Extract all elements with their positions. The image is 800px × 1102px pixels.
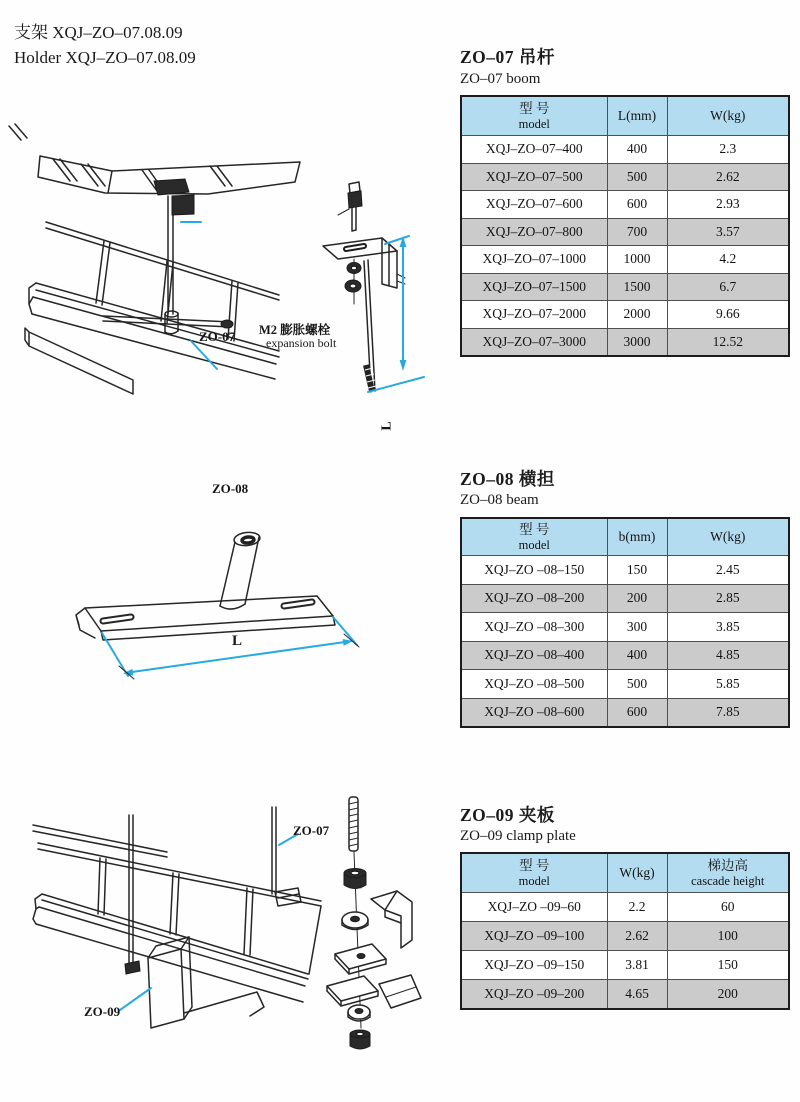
model-cell: XQJ–ZO –08–300 [461,613,607,642]
value-cell: 6.7 [667,273,789,301]
column-header [607,518,667,556]
expansion-bolt-label-en: expansion bolt [266,336,337,350]
value-cell: 600 [607,191,667,219]
table-row [461,218,789,246]
model-cell: XQJ–ZO –09–60 [461,893,607,922]
value-cell: 400 [607,136,667,164]
value-cell: 7.85 [667,698,789,727]
table-row [461,670,789,699]
model-cell: XQJ–ZO–07–500 [461,163,607,191]
zo09-spec-table [460,852,790,1010]
value-cell: 150 [607,556,667,585]
model-cell: XQJ–ZO –08–400 [461,641,607,670]
expansion-bolt-label-zh: M2 膨胀螺栓 [259,323,331,337]
zo09-label: ZO-09 [84,1004,121,1019]
zo08-label: ZO-08 [212,481,249,496]
value-cell: 9.66 [667,301,789,329]
value-cell: 2000 [607,301,667,329]
table-row [461,980,789,1010]
table-row [461,191,789,219]
column-header-zh: L(mm) [617,107,657,123]
table-row [461,893,789,922]
zo07-spec-table [460,95,790,357]
column-header [667,518,789,556]
value-cell: 4.65 [607,980,667,1010]
model-cell: XQJ–ZO–07–600 [461,191,607,219]
model-cell: XQJ–ZO–07–1500 [461,273,607,301]
zo07-label: ZO-07 [199,329,236,344]
column-header [667,853,789,893]
value-cell: 600 [607,698,667,727]
value-cell: 2.3 [667,136,789,164]
value-cell: 200 [667,980,789,1010]
value-cell: 5.85 [667,670,789,699]
value-cell: 3.57 [667,218,789,246]
table-row [461,163,789,191]
column-header-en: model [518,116,550,131]
model-cell: XQJ–ZO–07–2000 [461,301,607,329]
table-row [461,951,789,980]
installation-drawing-zo09 [5,788,445,1078]
table-row [461,613,789,642]
value-cell: 700 [607,218,667,246]
page-title-zh: 支架 XQJ–ZO–07.08.09 [14,23,183,42]
table-row [461,556,789,585]
page-title-en: Holder XQJ–ZO–07.08.09 [14,48,196,67]
beam-drawing-zo08 [35,488,425,703]
model-cell: XQJ–ZO–07–400 [461,136,607,164]
value-cell: 100 [667,922,789,951]
model-cell: XQJ–ZO –09–100 [461,922,607,951]
model-cell: XQJ–ZO–07–3000 [461,328,607,356]
column-header [461,96,607,136]
zo08-spec-table [460,517,790,728]
value-cell: 500 [607,670,667,699]
value-cell: 4.85 [667,641,789,670]
table-row [461,584,789,613]
model-cell: XQJ–ZO –09–150 [461,951,607,980]
column-header [607,853,667,893]
table-row [461,301,789,329]
column-header-zh: 梯边高 [707,857,748,873]
model-cell: XQJ–ZO –08–150 [461,556,607,585]
column-header-zh: 型 号 [519,521,550,537]
table-row [461,273,789,301]
value-cell: 300 [607,613,667,642]
section-zo09-title-en: ZO–09 clamp plate [460,828,576,844]
table-row [461,328,789,356]
column-header [667,96,789,136]
value-cell: 3.85 [667,613,789,642]
table-header-row [461,853,789,893]
value-cell: 4.2 [667,246,789,274]
page-title [14,20,196,70]
column-header-zh: b(mm) [618,528,656,544]
column-header [461,518,607,556]
table-header-row [461,518,789,556]
value-cell: 2.62 [607,922,667,951]
value-cell: 60 [667,893,789,922]
table-row [461,922,789,951]
column-header-zh: W(kg) [619,864,655,880]
section-zo08-title-zh: ZO–08 横担 [460,469,555,489]
value-cell: 1500 [607,273,667,301]
column-header-en: model [518,537,550,552]
value-cell: 150 [667,951,789,980]
column-header-zh: W(kg) [710,528,746,544]
model-cell: XQJ–ZO–07–800 [461,218,607,246]
value-cell: 200 [607,584,667,613]
column-header [607,96,667,136]
zo07-label-bottom: ZO-07 [293,823,330,838]
value-cell: 3.81 [607,951,667,980]
table-row [461,698,789,727]
value-cell: 2.93 [667,191,789,219]
dim-l-label-vertical: L [379,421,395,431]
section-zo07-title-en: ZO–07 boom [460,71,541,87]
model-cell: XQJ–ZO –08–200 [461,584,607,613]
installation-drawing-zo07-zo08 [5,118,450,418]
table-header-row [461,96,789,136]
dim-l-label-beam: L [232,633,243,649]
value-cell: 2.85 [667,584,789,613]
table-row [461,136,789,164]
model-cell: XQJ–ZO –08–500 [461,670,607,699]
model-cell: XQJ–ZO–07–1000 [461,246,607,274]
section-zo08-title-en: ZO–08 beam [460,492,539,508]
table-row [461,246,789,274]
value-cell: 2.2 [607,893,667,922]
model-cell: XQJ–ZO –09–200 [461,980,607,1010]
value-cell: 500 [607,163,667,191]
model-cell: XQJ–ZO –08–600 [461,698,607,727]
value-cell: 3000 [607,328,667,356]
column-header-zh: W(kg) [710,107,746,123]
table-row [461,641,789,670]
column-header-zh: 型 号 [519,100,550,116]
column-header-en: cascade height [691,873,765,888]
value-cell: 2.62 [667,163,789,191]
section-zo09-title-zh: ZO–09 夹板 [460,805,555,825]
column-header-en: model [518,873,550,888]
section-zo07-title-zh: ZO–07 吊杆 [460,47,555,67]
column-header [461,853,607,893]
column-header-zh: 型 号 [519,857,550,873]
value-cell: 1000 [607,246,667,274]
value-cell: 2.45 [667,556,789,585]
value-cell: 400 [607,641,667,670]
value-cell: 12.52 [667,328,789,356]
